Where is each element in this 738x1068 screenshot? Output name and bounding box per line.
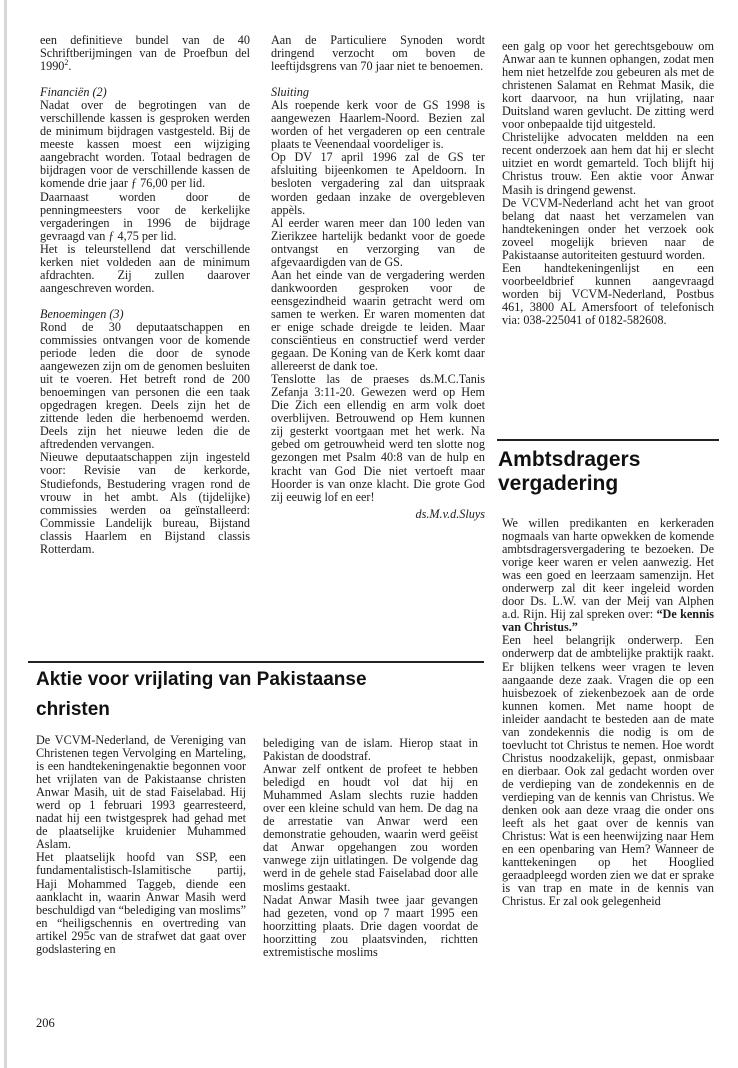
- column-right-pakistan-continued: [502, 40, 714, 327]
- paragraph: [502, 634, 714, 908]
- ambtsdragers-body: [502, 517, 714, 908]
- paragraph-text: Benoemingen (3): [40, 306, 124, 321]
- paragraph-text: Tenslotte las de praeses ds.M.C.Tanis Zefanja 3:11-20. Gewezen werd op Hem Die Zich een ellendig en arm volk doet overblijven. Betrouwend op Hem kunnen zij gesterkt voortgaan met het werk. Na gebed om getrouwheid werd ten slotte nog gezongen met Psalm 40:8 van de hulp en kracht van God Die niet vertoeft maar Hoorder is van onze klacht. Die grote God zij eeuwig lof en eer!: [271, 372, 485, 504]
- ambtsdragers-title-line2: vergadering: [498, 472, 619, 495]
- paragraph: De VCVM-Nederland, de Vereniging van Christenen tegen Vervolging en Marteling, is een handtekeningenaktie begonnen voor het vrijlaten van de Pakistaanse christen Anwar Masih, uit de stad Faiselabad. Hij werd op 1 februari 1993 gearresteerd, nadat hij een twistgesprek had gehad met de plaatselijke kruidenier Muhammed Aslam.: [36, 733, 246, 852]
- paragraph-text: Sluiting: [271, 85, 309, 100]
- paragraph: [271, 99, 485, 151]
- aktie-title: [36, 665, 486, 725]
- paragraph-text: Een handtekeningenlijst en een voorbeeldbrief kunnen aangevraagd worden bij VCVM-Nederland, Postbus 461, 3800 AL Amersfoort of telefonisch via: 038-225041 of 0182-582608.: [502, 260, 714, 327]
- paragraph: [502, 197, 714, 262]
- column-middle-synod-report: [271, 34, 485, 521]
- paragraph: [271, 269, 485, 373]
- aktie-title-line2: christen: [36, 699, 110, 720]
- paragraph: [271, 373, 485, 503]
- paragraph-text: Nieuwe deputaatschappen zijn ingesteld voor: Revisie van de kerkorde, Studiefonds, Bestudering vragen rond de vrouw in het ambt. Als (tijdelijke) commissies werden oa geïnstalleerd: Commissie Landelijk bureau, Bijstand classis Haarlem en Bijstand classis Rotterdam.: [40, 450, 250, 556]
- paragraph-text: De VCVM-Nederland acht het van groot belang dat naast het verzamelen van handtekeningen onder het verzoek ook zoveel mogelijk brieven naar de Pakistaanse autoriteiten gestuurd worden.: [502, 195, 714, 262]
- paragraph-text: Financiën (2): [40, 85, 107, 100]
- paragraph-text: Een heel belangrijk onderwerp. Een onderwerp dat de ambtelijke praktijk raakt. Er blijken telkens weer vragen te leven aangaande deze zaak. Vragen die op een huisbezoek of ziekenbezoek aan de orde kunnen komen. Met name hoopt de inleider aandacht te besteden aan de mate van zondekennis die nodig is om de toevlucht tot Christus te nemen. Hoe wordt Christus noodzakelijk, gepast, onmisbaar en dierbaar. Ook zal gedacht worden over de verdieping van de zondekennis en de verdieping van de kennis van Christus. We denken ook aan deze vraag die onder ons leeft als het gaat over de kennis van Christus: Wat is een heenwijzing naar Hem en een openbaring van Hem? Wanneer de kanttekeningen op het Hooglied geraadpleegd worden zien we dat er sprake is van trap en mate in de kennis van Christus. Er zal ook gelegenheid: [502, 633, 714, 909]
- footnote-ref: 2: [64, 58, 69, 68]
- paragraph: [502, 40, 714, 131]
- paragraph-text: Aan het einde van de vergadering werden dankwoorden gesproken voor de eensgezindheid waarin getracht werd om samen te werken. Er waren momenten dat er enige schade dreigde te leiden. Maar consciëntieus en constructief werd verder gegaan. De Koning van de Kerk komt daar allereerst de dank toe.: [271, 267, 485, 374]
- paragraph-text: Nadat over de begrotingen van de verschillende kassen is gesproken werden de minimum bijdragen vastgesteld. Bij de meeste kassen moest een wijziging aangebracht worden. Totaal bedragen de bijdragen voor de verschillende kassen de komende drie jaar ƒ 76,00 per lid.: [40, 98, 250, 191]
- column-left-synod-report: [40, 34, 250, 556]
- paragraph-text: Op DV 17 april 1996 zal de GS ter afsluiting bijeenkomen te Apeldoorn. In besloten vergadering zal dan uitspraak worden gedaan inzake de overgebleven appèls.: [271, 150, 485, 217]
- paragraph-text: Daarnaast worden door de penningmeesters voor de kerkelijke vergaderingen in 1996 de bijdrage gevraagd van ƒ 4,75 per lid.: [40, 189, 250, 243]
- paragraph: [40, 243, 250, 295]
- paragraph: [40, 321, 250, 451]
- aktie-column-1: [36, 734, 246, 956]
- paragraph: [271, 217, 485, 269]
- paragraph-text: een galg op voor het gerechtsgebouw om Anwar aan te kunnen ophangen, zodat men hem niet hetzelfde zou gebeuren als met de christenen Salamat en Rehmat Masik, die kort daarvoor, na hun vrijlating, naar Duitsland waren gevlucht. De zitting werd voor onbepaalde tijd uitgesteld.: [502, 39, 714, 132]
- paragraph: Nadat Anwar Masih twee jaar gevangen had gezeten, vond op 7 maart 1995 een hoorzitting plaats. Drie dagen voordat de hoorzitting zou plaatsvinden, richtten extremistische moslims: [263, 892, 478, 959]
- paragraph-text: ds.M.v.d.Sluys: [415, 506, 485, 521]
- paragraph: [271, 151, 485, 216]
- section-divider-aktie: [28, 661, 484, 663]
- paragraph-text: Al eerder waren meer dan 100 leden van Zierikzee hartelijk bedankt voor de goede ontvangst en verzorging van de afgevaardigden van de GS.: [271, 215, 485, 269]
- page-number: 206: [36, 1016, 55, 1030]
- paragraph: Anwar zelf ontkent de profeet te hebben beledigd en houdt vol dat hij en Muhammed Aslam slechts ruzie hadden over een kleine schuld van hem. De dag na de arrestatie van Anwar werd een demonstratie gehouden, waarin werd geëist dat Anwar opgehangen zou worden vanwege zijn uitlatingen. De volgende dag werd in de gehele stad Faiselabad door alle moslims gestaakt.: [263, 762, 478, 894]
- paragraph: [271, 34, 485, 73]
- paragraph-punct: .: [68, 59, 72, 74]
- aktie-title-line1: Aktie voor vrijlating van Pakistaanse: [36, 669, 367, 690]
- section-divider-ambtsdragers: [497, 439, 719, 441]
- paragraph: [40, 99, 250, 190]
- paragraph-text: Rond de 30 deputaatschappen en commissies ontvangen voor de komende periode leden die door de synode aangewezen zijn om de genomen besluiten uit te voeren. Het betreft rond de 200 benoemingen van personen die een taak opgedragen kregen. Deels zijn het de zittende leden die herbenoemd werden. Deels zijn het nieuwe leden die de aftredenden vervangen.: [40, 319, 250, 452]
- paragraph-text: een definitieve bundel van de 40 Schriftberijmingen van de Proefbun del 1990: [40, 33, 250, 74]
- paragraph-text: Het is teleurstellend dat verschillende kerken niet voldeden aan de minimum afdrachten. Zij zullen daarover aangeschreven worden.: [40, 241, 250, 295]
- paragraph-text: We willen predikanten en kerkeraden nogmaals van harte opwekken de komende ambtsdragersvergadering te bezoeken. De vorige keer waren er velen aanwezig. Het was een goed en leerzaam samenzijn. Het onderwerp zal dit keer ingeleid worden door Ds. L.W. van der Meij van Alphen a.d. Rijn. Hij zal spreken over:: [502, 516, 714, 622]
- page-edge-shadow: [4, 0, 7, 1068]
- paragraph: [40, 191, 250, 243]
- paragraph: [40, 451, 250, 555]
- aktie-column-2: [263, 737, 478, 959]
- ambtsdragers-title-line1: Ambtsdragers: [498, 448, 641, 471]
- signature: [271, 508, 485, 521]
- lecture-topic: “De kennis van Christus.”: [502, 607, 714, 635]
- ambtsdragers-title: [498, 448, 640, 496]
- paragraph: belediging van de islam. Hierop staat in Pakistan de doodstraf.: [263, 736, 478, 764]
- paragraph-text: Aan de Particuliere Synoden wordt dringend verzocht om boven de leeftijdsgrens van 70 jaar niet te benoemen.: [271, 33, 485, 74]
- paragraph-text: Christelijke advocaten meldden na een recent onderzoek aan hem dat hij er slecht uitziet en wordt gemarteld. Toch blijft hij Christus trouw. Een aktie voor Anwar Masih is dringend gewenst.: [502, 130, 714, 197]
- paragraph: [502, 262, 714, 327]
- paragraph: [502, 131, 714, 196]
- paragraph: [40, 34, 250, 73]
- paragraph: [502, 517, 714, 634]
- paragraph: Het plaatselijk hoofd van SSP, een fundamentalistisch-Islamitische partij, Haji Mohammed Taggeb, diende een aanklacht in, waarin Anwar Masih werd beschuldigd van “belediging van moslims” en “heiligschennis en overtreding van artikel 295c van de strafwet dat gaat over godslastering en: [36, 850, 246, 956]
- paragraph-text: Als roepende kerk voor de GS 1998 is aangewezen Haarlem-Noord. Bezien zal worden of het vergaderen op een centrale plaats te Veenendaal voordeliger is.: [271, 98, 485, 152]
